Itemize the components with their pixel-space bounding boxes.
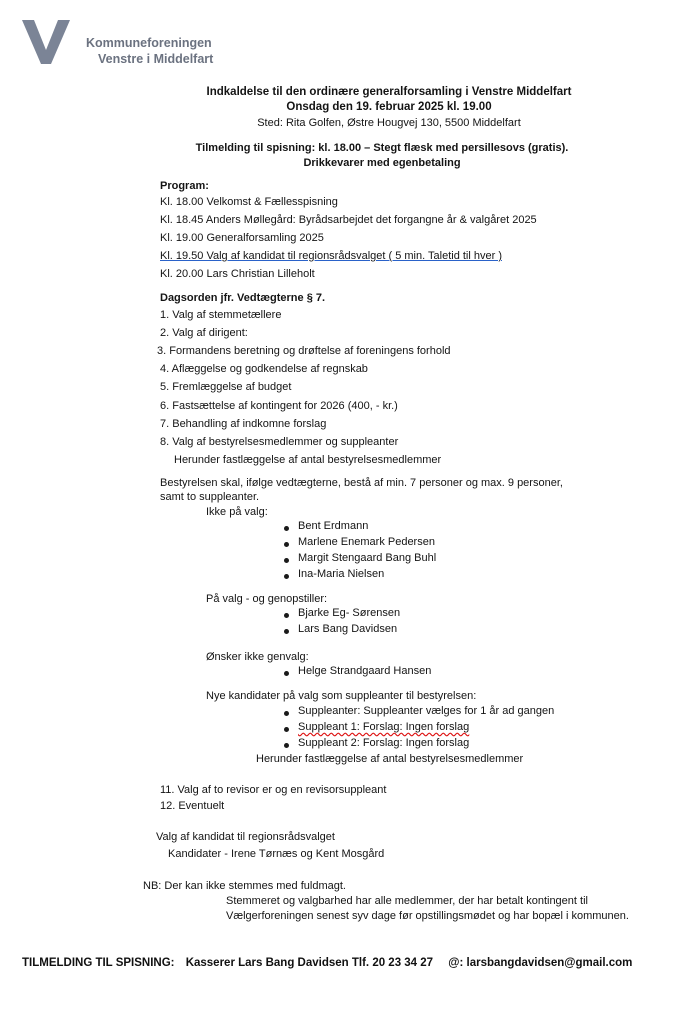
agenda-heading: Dagsorden jfr. Vedtægterne § 7. xyxy=(160,292,326,304)
bullet-icon xyxy=(284,574,289,579)
program-item: Kl. 18.45 Anders Møllegård: Byrådsarbejdet det forgangne år & valgåret 2025 xyxy=(160,214,537,226)
nb-note: Vælgerforeningen senest syv dage før opstillingsmødet og har bopæl i kommunen. xyxy=(226,910,629,922)
program-item: Kl. 20.00 Lars Christian Lilleholt xyxy=(160,268,315,280)
agenda-item: 2. Valg af dirigent: xyxy=(160,327,248,339)
substitute-item: Suppleant 1: Forslag: Ingen forslag xyxy=(298,721,470,733)
nb-note: NB: Der kan ikke stemmes med fuldmagt. xyxy=(143,880,346,892)
drinks-note: Drikkevarer med egenbetaling xyxy=(303,157,461,169)
agenda-item: 1. Valg af stemmetællere xyxy=(160,309,282,321)
program-item: Kl. 19.00 Generalforsamling 2025 xyxy=(160,232,324,244)
bullet-icon xyxy=(284,711,289,716)
bullet-icon xyxy=(284,743,289,748)
board-text: Bestyrelsen skal, ifølge vedtægterne, bestå af min. 7 personer og max. 9 personer, xyxy=(160,477,563,489)
nb-note: Stemmeret og valgbarhed har alle medlemmer, der har betalt kontingent til xyxy=(226,895,588,907)
agenda-item: 8. Valg af bestyrelsesmedlemmer og suppleanter xyxy=(160,436,399,448)
agenda-item: 12. Eventuelt xyxy=(160,800,225,812)
meeting-date: Onsdag den 19. februar 2025 kl. 19.00 xyxy=(286,101,492,113)
substitute-item: Suppleanter: Suppleanter vælges for 1 år ad gangen xyxy=(298,705,555,717)
agenda-sub-note: Herunder fastlæggelse af antal bestyrelsesmedlemmer xyxy=(256,753,524,765)
agenda-item: 6. Fastsættelse af kontingent for 2026 (400, - kr.) xyxy=(160,400,398,412)
new-candidates-heading: Nye kandidater på valg som suppleanter til bestyrelsen: xyxy=(206,690,477,702)
footer-signup xyxy=(22,957,632,969)
agenda-item: 7. Behandling af indkomne forslag xyxy=(160,418,327,430)
agenda-item: 5. Fremlæggelse af budget xyxy=(160,381,292,393)
not-up-heading: Ikke på valg: xyxy=(206,506,268,518)
bullet-icon xyxy=(284,542,289,547)
agenda-item: 3. Formandens beretning og drøftelse af foreningens forhold xyxy=(157,345,451,357)
agenda-item: 11. Valg af to revisor er og en revisorsuppleant xyxy=(160,784,387,796)
program-heading: Program: xyxy=(160,180,209,192)
invitation-title: Indkaldelse til den ordinære generalforsamling i Venstre Middelfart xyxy=(206,86,572,98)
bullet-icon xyxy=(284,526,289,531)
meeting-venue: Sted: Rita Golfen, Østre Hougvej 130, 5500 Middelfart xyxy=(257,117,521,129)
bullet-icon xyxy=(284,613,289,618)
program-item: Kl. 18.00 Velkomst & Fællesspisning xyxy=(160,196,338,208)
venstre-logo-icon xyxy=(20,18,72,66)
board-member: Lars Bang Davidsen xyxy=(298,623,398,635)
footer-email[interactable]: @: larsbangdavidsen@gmail.com xyxy=(448,957,633,969)
bullet-icon xyxy=(284,671,289,676)
board-member: Bjarke Eg- Sørensen xyxy=(298,607,401,619)
agenda-item: 4. Aflæggelse og godkendelse af regnskab xyxy=(160,363,368,375)
region-heading: Valg af kandidat til regionsrådsvalget xyxy=(156,831,335,843)
board-member: Bent Erdmann xyxy=(298,520,369,532)
board-member: Ina-Maria Nielsen xyxy=(298,568,385,580)
bullet-icon xyxy=(284,558,289,563)
board-member: Marlene Enemark Pedersen xyxy=(298,536,435,548)
bullet-icon xyxy=(284,629,289,634)
footer-label: TILMELDING TIL SPISNING: xyxy=(22,957,175,969)
org-name-line1: Kommuneforeningen xyxy=(86,36,212,50)
substitute-item: Suppleant 2: Forslag: Ingen forslag xyxy=(298,737,470,749)
dinner-signup: Tilmelding til spisning: kl. 18.00 – Stegt flæsk med persillesovs (gratis). xyxy=(195,142,569,154)
footer-treasurer: Kasserer Lars Bang Davidsen Tlf. 20 23 34 27 xyxy=(185,957,434,969)
up-heading: På valg - og genopstiller: xyxy=(206,593,328,605)
bullet-icon xyxy=(284,727,289,732)
org-name-line2: Venstre i Middelfart xyxy=(98,52,214,66)
board-member: Margit Stengaard Bang Buhl xyxy=(298,552,437,564)
board-text: samt to suppleanter. xyxy=(160,491,260,503)
no-reelect-heading: Ønsker ikke genvalg: xyxy=(206,651,309,663)
agenda-sub-note: Herunder fastlæggelse af antal bestyrelsesmedlemmer xyxy=(174,454,442,466)
region-candidates: Kandidater - Irene Tørnæs og Kent Mosgård xyxy=(168,848,385,860)
board-member: Helge Strandgaard Hansen xyxy=(298,665,432,677)
program-item: Kl. 19.50 Valg af kandidat til regionsrådsvalget ( 5 min. Taletid til hver ) xyxy=(160,250,502,262)
